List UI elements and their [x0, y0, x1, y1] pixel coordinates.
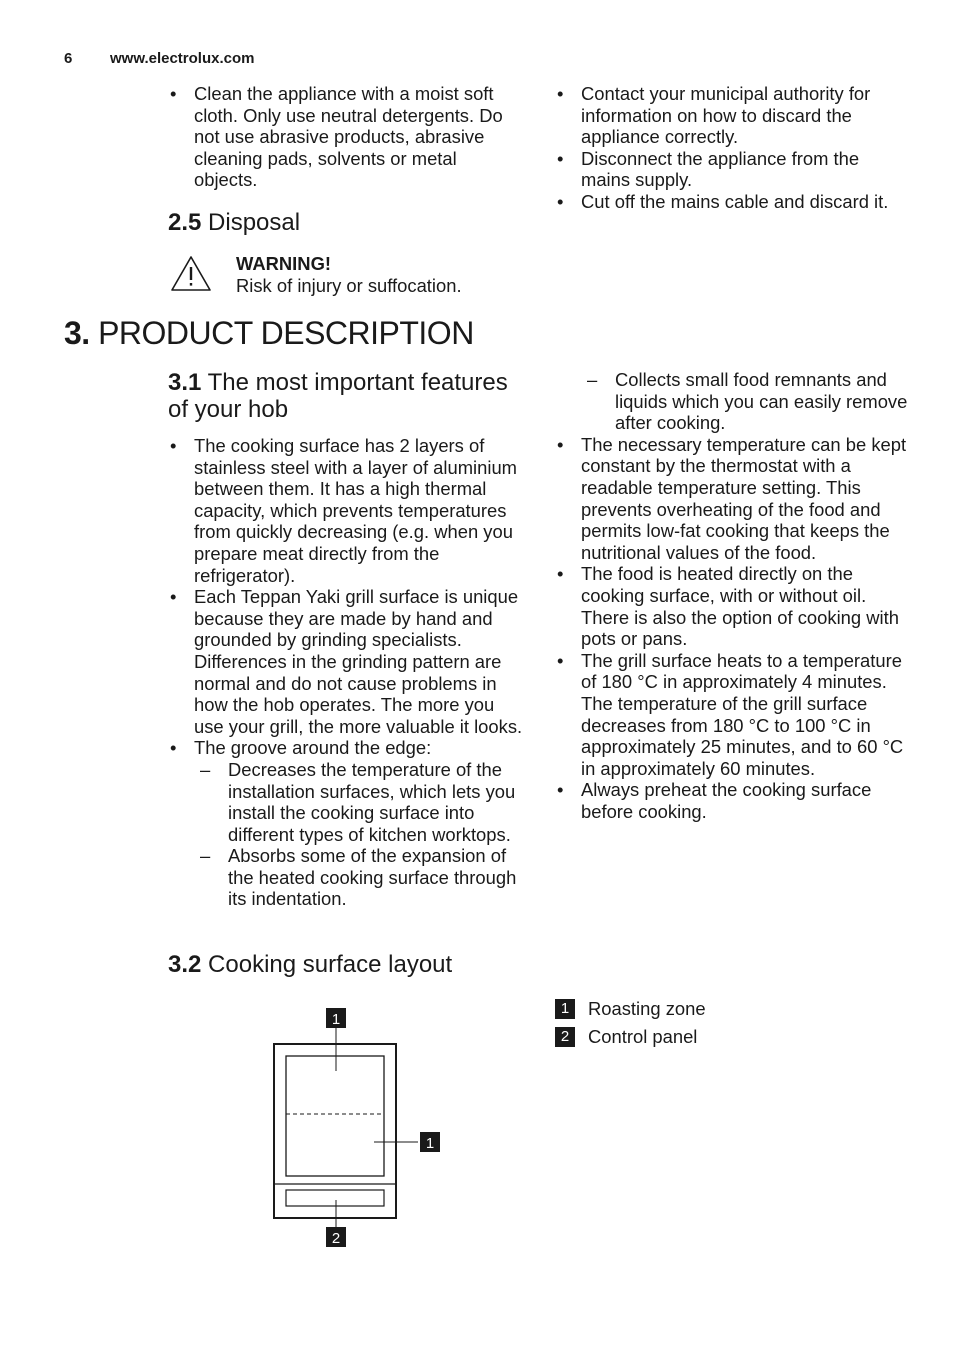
legend-number: 2 [555, 1027, 575, 1047]
cooking-surface-diagram [260, 1000, 460, 1260]
list-item: • Always preheat the cooking surface before cooking. [555, 779, 911, 822]
cleaning-list [168, 83, 518, 191]
callout-label: 2 [331, 1230, 341, 1247]
list-item: • Clean the appliance with a moist soft cloth. Only use neutral detergents. Do not use abrasive products, abrasive cleaning pads, solvents or metal objects. [168, 83, 518, 191]
legend-row [555, 995, 706, 1023]
chapter-heading [64, 315, 474, 351]
section-title: Cooking surface layout [208, 951, 453, 978]
website-link[interactable]: www.electrolux.com [110, 50, 255, 67]
list-item: • Disconnect the appliance from the mains supply. [555, 148, 905, 191]
disposal-list [555, 83, 905, 213]
features-heading [168, 369, 528, 423]
callout-label: 1 [331, 1011, 341, 1028]
list-item: • The necessary temperature can be kept constant by the thermostat with a readable temperature setting. This prevents overheating of the food and permits low-fat cooking that keeps the nutritional values of the food. [555, 434, 911, 564]
section-number: 3.1 [168, 369, 202, 396]
section-number: 3.2 [168, 951, 202, 978]
diagram-legend [555, 995, 706, 1051]
warning-icon [170, 255, 212, 298]
chapter-number: 3. [64, 315, 90, 351]
legend-label: Control panel [588, 1026, 698, 1047]
list-item: • Cut off the mains cable and discard it. [555, 191, 905, 213]
features-list-left [168, 435, 524, 910]
section-number: 2.5 [168, 209, 202, 236]
layout-heading [168, 951, 452, 978]
list-item: • The food is heated directly on the cooking surface, with or without oil. There is also the option of cooking with pots or pans. [555, 563, 911, 649]
warning-text: Risk of injury or suffocation. [236, 274, 462, 296]
page-header [64, 50, 255, 67]
sublist-item: – Collects small food remnants and liquids which you can easily remove after cooking. [581, 369, 911, 434]
legend-label: Roasting zone [588, 998, 706, 1019]
warning-block [236, 253, 536, 296]
hob-drawing [260, 1000, 460, 1260]
hob-outline [274, 1044, 396, 1218]
features-left-column [168, 435, 524, 910]
list-item: • Each Teppan Yaki grill surface is unique because they are made by hand and grounded by grinding specialists. Differences in the grinding pattern are normal and do not cause problems in how the hob operates. The more you use your grill, the more valuable it looks. [168, 586, 524, 737]
list-item [168, 737, 524, 910]
sublist-item: – Decreases the temperature of the installation surfaces, which lets you install the cooking surface into different types of kitchen worktops. [194, 759, 524, 845]
groove-sublist [194, 759, 524, 910]
page-number: 6 [64, 50, 73, 67]
legend-row [555, 1023, 706, 1051]
section-title: Disposal [208, 209, 301, 236]
list-item: • The cooking surface has 2 layers of stainless steel with a layer of aluminium between them. It has a high thermal capacity, which prevents temperatures from quickly decreasing (e.g. when you prepare meat directly from the refrigerator). [168, 435, 524, 586]
sublist-item: – Absorbs some of the expansion of the heated cooking surface through its indentation. [194, 845, 524, 910]
groove-sublist-continued [581, 369, 911, 434]
section-title: The most important features of your hob [168, 369, 508, 423]
roasting-zone-outline [286, 1056, 384, 1176]
control-panel-outline [286, 1190, 384, 1206]
list-item: • Contact your municipal authority for information on how to discard the appliance correctly. [555, 83, 905, 148]
chapter-title: PRODUCT DESCRIPTION [98, 315, 474, 351]
features-list-right [555, 434, 911, 823]
list-item: • The grill surface heats to a temperature of 180 °C in approximately 4 minutes. The temperature of the grill surface decreases from 180 °C to 100 °C in approximately 25 minutes, and to 60 °C in approximately 60 minutes. [555, 650, 911, 780]
groove-intro: The groove around the edge: [194, 737, 432, 759]
warning-title: WARNING! [236, 253, 332, 274]
callout-label: 1 [425, 1135, 435, 1152]
legend-number: 1 [555, 999, 575, 1019]
disposal-heading [168, 209, 300, 236]
features-right-column [555, 369, 911, 822]
